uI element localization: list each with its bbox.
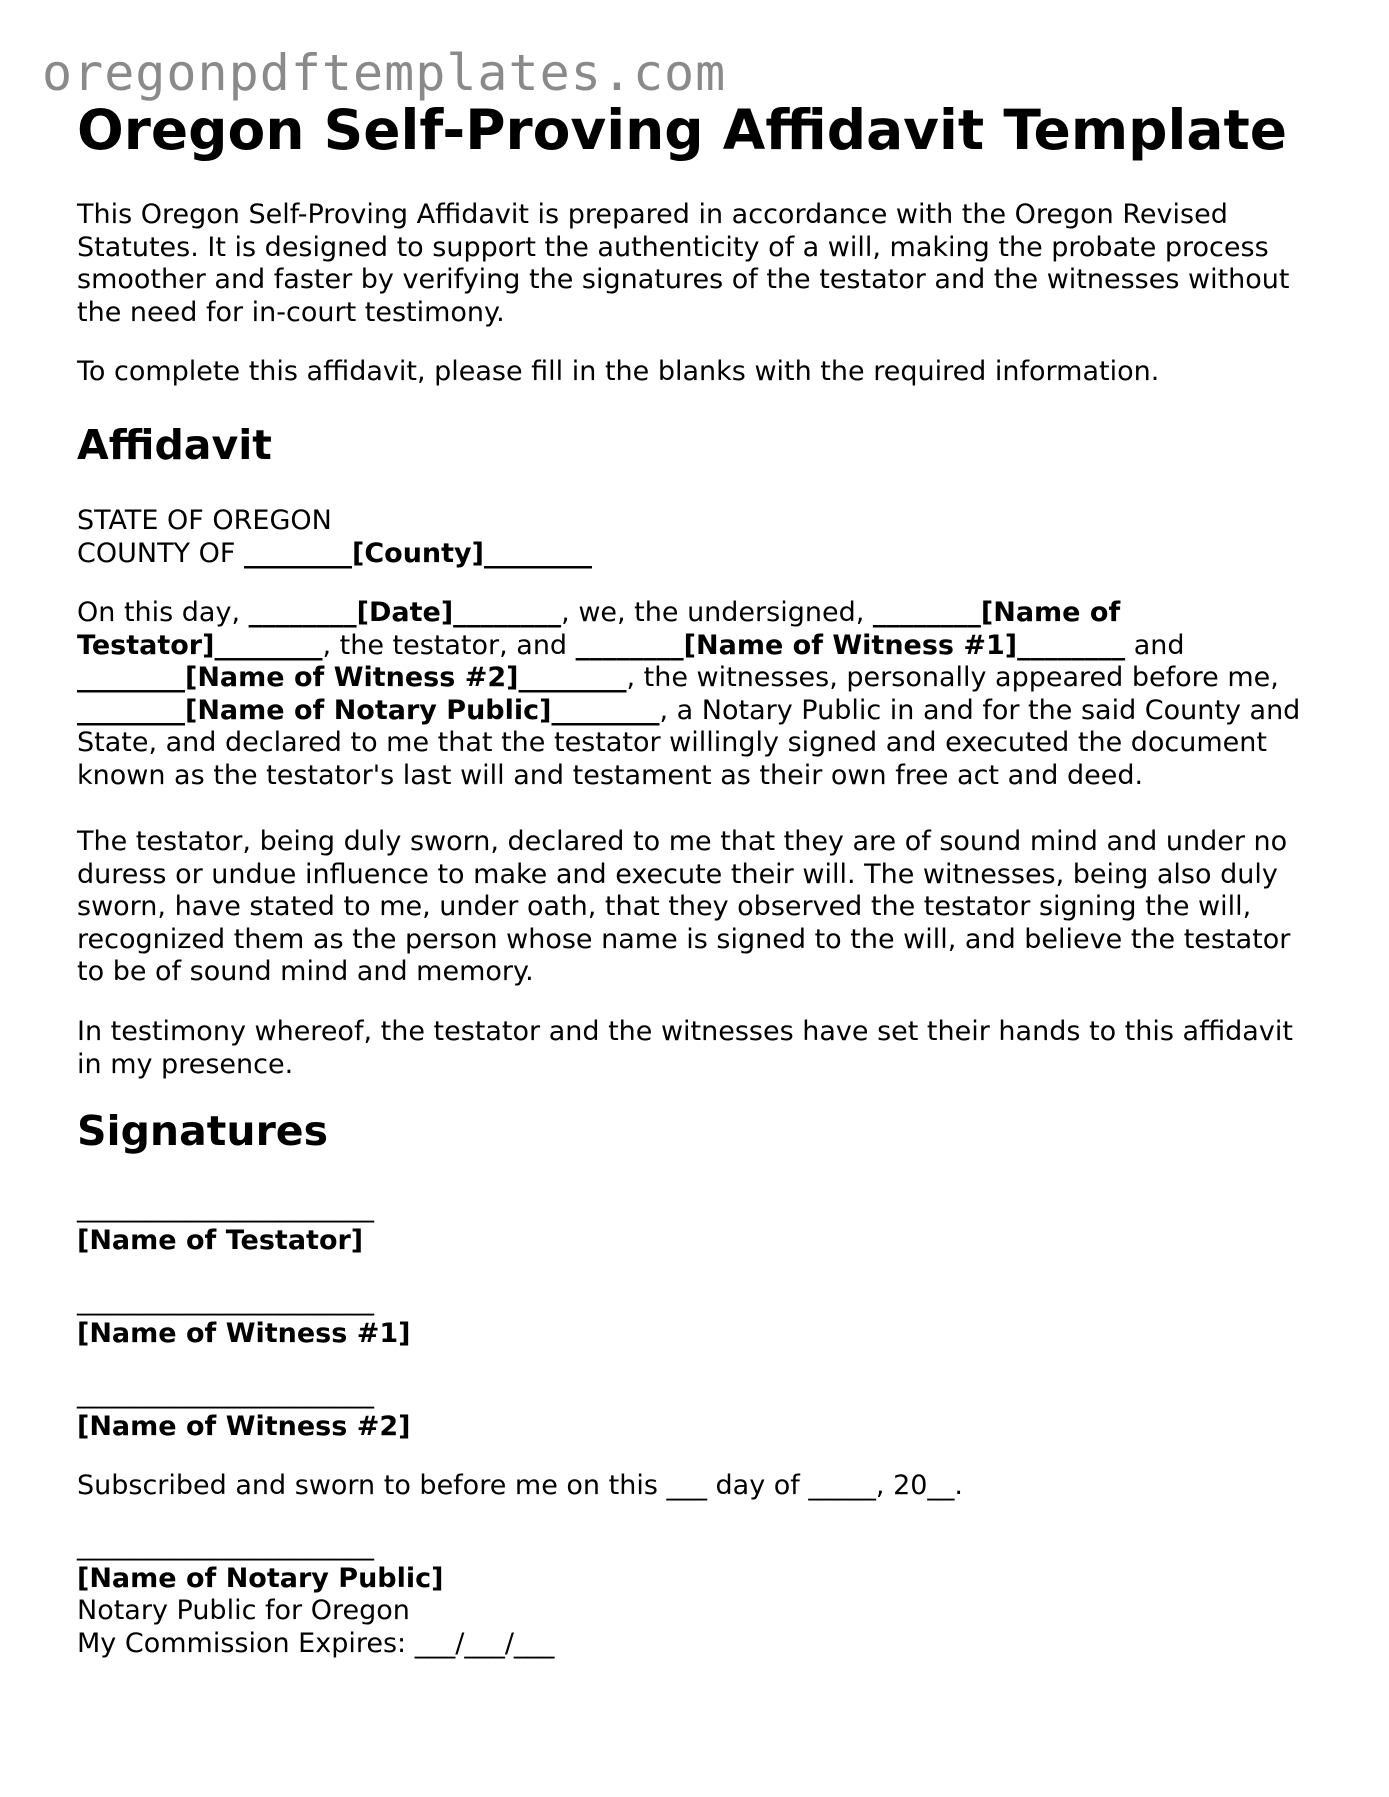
body-text: , the testator, and (322, 629, 576, 661)
commission-expiry: My Commission Expires: ___/___/___ (77, 1627, 555, 1659)
state-line: STATE OF OREGON (77, 505, 332, 536)
notary-name-field: ________[Name of Notary Public]________ (77, 694, 660, 726)
testator-name-field: ________[Name of Testator]________ (77, 597, 1121, 661)
testator-signature-block (77, 1192, 374, 1257)
intro-paragraph: This Oregon Self-Proving Affidavit is prepared in accordance with the Oregon Revised Statutes. It is designed to support the authenticity of a will, making the probate process smoother and faster by verifying the signatures of the testator and the witnesses without the need for in-court testimony. (77, 199, 1290, 328)
instructions-paragraph: To complete this affidavit, please fill in the blanks with the required information. (77, 356, 1160, 387)
body-text: , we, the undersigned, (561, 597, 873, 628)
witness1-signature-label: [Name of Witness #1] (77, 1317, 411, 1349)
witness2-signature-label: [Name of Witness #2] (77, 1410, 411, 1442)
county-field: ________[County]________ (244, 537, 592, 569)
signature-line: ______________________ (77, 1378, 374, 1409)
body-text: and (1125, 629, 1185, 661)
venue-block (77, 505, 1317, 570)
body-text: On this day, (77, 597, 249, 628)
signature-line: ______________________ (77, 1285, 374, 1316)
page-title: Oregon Self-Proving Affidavit Template (77, 98, 1288, 162)
notary-title: Notary Public for Oregon (77, 1595, 410, 1626)
signature-line: ______________________ (77, 1192, 374, 1223)
sworn-date-line: Subscribed and sworn to before me on this ___ day of _____, 20__. (77, 1470, 964, 1501)
affidavit-heading: Affidavit (77, 421, 272, 469)
county-prefix: COUNTY OF (77, 537, 244, 569)
testator-signature-label: [Name of Testator] (77, 1224, 364, 1256)
notary-signature-block (77, 1530, 554, 1660)
county-line (77, 538, 1317, 571)
witness2-name-field: ________[Name of Witness #2]________ (77, 662, 627, 693)
watermark: oregonpdftemplates.com (42, 44, 727, 102)
testimony-paragraph: In testimony whereof, the testator and the witnesses have set their hands to this affidavit in my presence. (77, 1016, 1293, 1080)
notary-signature-label: [Name of Notary Public] (77, 1562, 444, 1594)
date-field: ________[Date]________ (248, 597, 562, 628)
witness1-name-field: ________[Name of Witness #1]________ (575, 629, 1126, 661)
witness1-signature-block (77, 1285, 410, 1350)
sworn-declaration-paragraph: The testator, being duly sworn, declared to me that they are of sound mind and under no duress or undue influence to make and execute their will. The witnesses, being also duly sworn, have stated to me, under oath, that they observed the testator signing the will, recognized them as the person whose name is signed to the will, and believe the testator to be of sound mind and memory. (77, 826, 1291, 987)
signatures-heading: Signatures (77, 1107, 329, 1155)
witness2-signature-block (77, 1378, 410, 1443)
body-text: , the witnesses, personally appeared before me, (626, 662, 1279, 693)
signature-line: ______________________ (77, 1530, 374, 1561)
body-text: , a Notary Public in and for the said County and State, and declared to me that the testator willingly signed and executed the document known as the testator's last will and testament as their own free act and deed. (77, 694, 1301, 791)
affidavit-body-paragraph (77, 597, 1317, 792)
